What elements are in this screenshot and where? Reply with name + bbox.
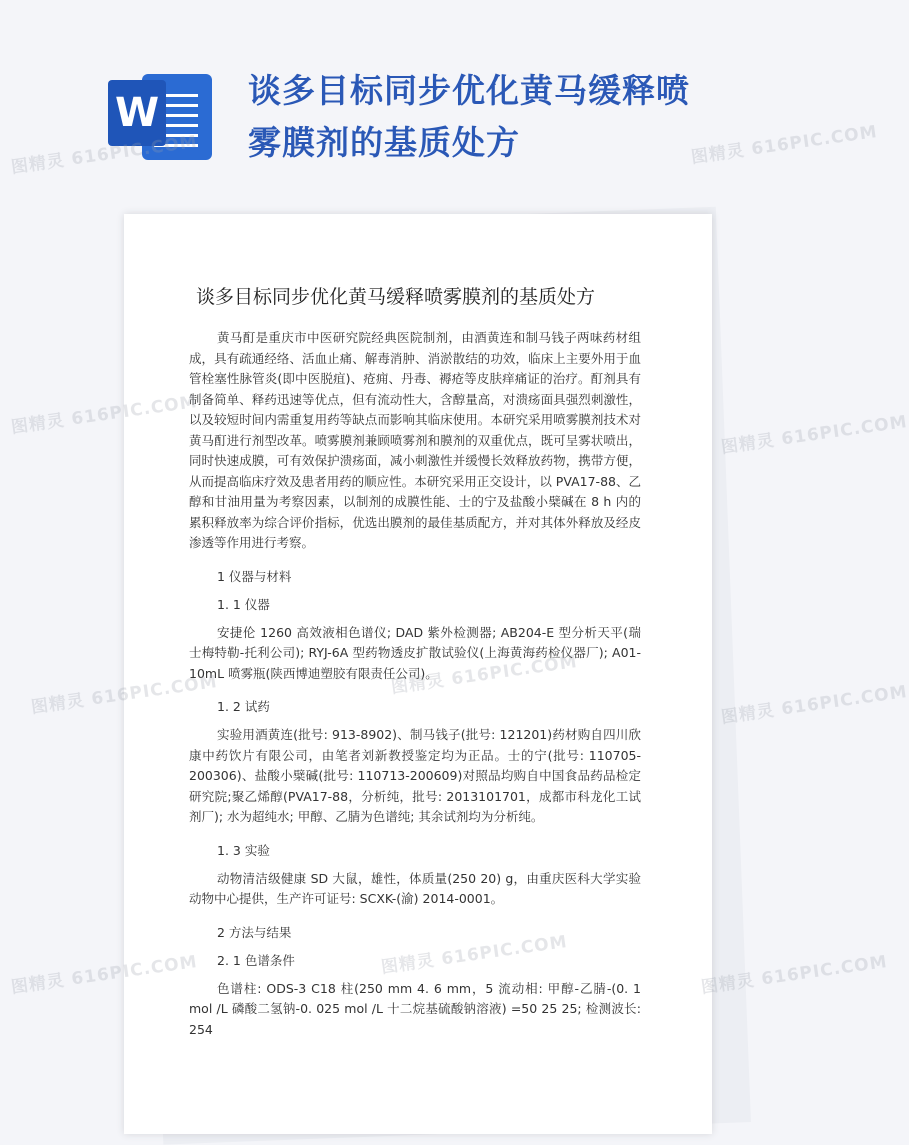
watermark: 图精灵 616PIC.COM	[719, 411, 909, 458]
watermark: 图精灵 616PIC.COM	[379, 931, 569, 978]
page-title: 谈多目标同步优化黄马缓释喷雾膜剂的基质处方	[248, 71, 690, 162]
subsection-heading: 2. 1 色谱条件	[217, 952, 295, 968]
watermark: 图精灵 616PIC.COM	[9, 391, 199, 438]
word-icon-letter: W	[108, 80, 166, 146]
subsection-heading: 1. 3 实验	[217, 842, 270, 858]
watermark: 图精灵 616PIC.COM	[389, 651, 579, 698]
animals-paragraph: 动物清洁级健康 SD 大鼠，雄性，体质量(250 20) g，由重庆医科大学实验动物中心提供，生产许可证号: SCXK-(渝) 2014-0001。	[189, 870, 641, 906]
intro-paragraph: 黄马酊是重庆市中医研究院经典医院制剂，由酒黄连和制马钱子两味药材组成，具有疏通经络、活血止痛、解毒消肿、消淤散结的功效，临床上主要外用于血管栓塞性脉管炎(即中医脱疽)、疮痈、丹毒、褥疮等皮肤痒痛证的治疗。酊剂具有制备简单、释药迅速等优点，但有流动性大，含醇量高，对溃疡面具强烈刺激性，以及较短时间内需重复用药等缺点而影响其临床使用。本研究采用喷雾膜剂技术对黄马酊进行剂型改革。喷雾膜剂兼顾喷雾剂和膜剂的双重优点，既可呈雾状喷出，同时快速成膜，可有效保护溃疡面，减小刺激性并缓慢长效释放药物，携带方便，从而提高临床疗效及患者用药的顺应性。本研究采用正交设计，以 PVA17-88、乙醇和甘油用量为考察因素，以制剂的成膜性能、士的宁及盐酸小檗碱在 8 h 内的累积释放率为综合评价指标，优选出膜剂的最佳基质配方，并对其体外释放及经皮渗透等作用进行考察。	[189, 330, 641, 550]
watermark: 图精灵 616PIC.COM	[699, 951, 889, 998]
section-heading: 2 方法与结果	[217, 924, 292, 940]
watermark: 图精灵 616PIC.COM	[9, 131, 199, 178]
document-title: 谈多目标同步优化黄马缓释喷雾膜剂的基质处方	[196, 286, 596, 308]
subsection-heading: 1. 2 试药	[217, 699, 270, 714]
section-heading: 1 仪器与材料	[217, 568, 292, 584]
header	[0, 0, 800, 195]
instruments-paragraph: 安捷伦 1260 高效液相色谱仪; DAD 紫外检测器; AB204-E 型分析天平(瑞士梅特勒-托利公司); RYJ-6A 型药物透皮扩散试验仪(上海黄海药检仪器厂); A01-10mL 喷雾瓶(陕西博迪塑胶有限责任公司)。	[189, 624, 641, 681]
watermark: 图精灵 616PIC.COM	[689, 121, 879, 168]
watermark: 图精灵 616PIC.COM	[719, 681, 909, 728]
reagents-paragraph: 实验用酒黄连(批号: 913-8902)、制马钱子(批号: 121201)药材购自四川欣康中药饮片有限公司，由笔者刘新教授鉴定均为正品。士的宁(批号: 110705-200306)、盐酸小檗碱(批号: 110713-200609)对照品均购自中国食品药品检定研究院;聚乙烯醇(PVA17-88，分析纯，批号: 2013101701，成都市科龙化工试剂厂); 水为超纯水; 甲醇、乙腈为色谱纯; 其余试剂均为分析纯。	[189, 727, 641, 824]
chromatography-paragraph: 色谱柱: ODS-3 C18 柱(250 mm 4. 6 mm，5 流动相: 甲醇-乙腈-(0. 1 mol /L 磷酸二氢钠-0. 025 mol /L 十二烷基硫酸钠溶液) =50 25 25; 检测波长: 254	[189, 980, 641, 1037]
watermark: 图精灵 616PIC.COM	[9, 951, 199, 998]
watermark: 图精灵 616PIC.COM	[29, 671, 219, 718]
subsection-heading: 1. 1 仪器	[217, 596, 270, 612]
